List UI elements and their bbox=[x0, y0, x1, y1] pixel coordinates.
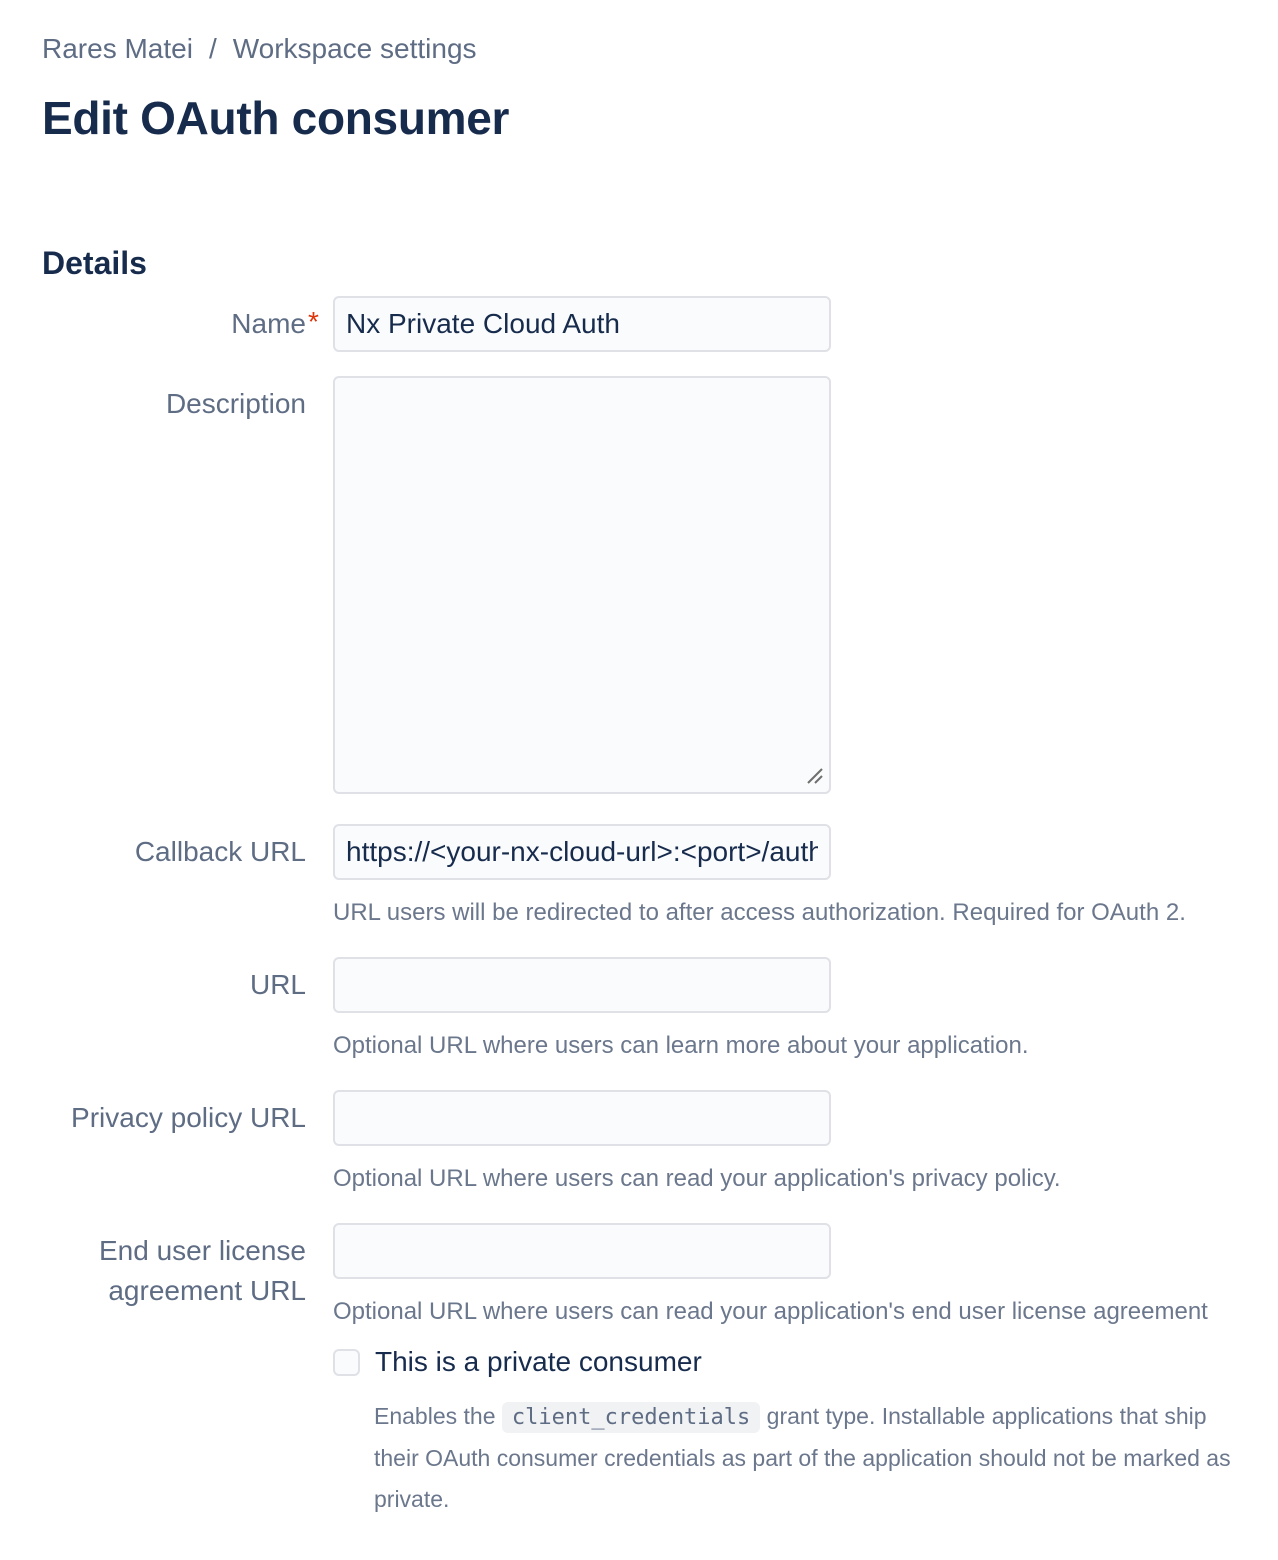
privacy-policy-url-label-column bbox=[42, 1090, 306, 1193]
private-consumer-helper-text bbox=[374, 1396, 1236, 1520]
description-label: Description bbox=[165, 388, 306, 419]
name-input[interactable] bbox=[333, 296, 831, 352]
callback-url-input[interactable] bbox=[333, 824, 831, 880]
private-consumer-row bbox=[333, 1342, 1236, 1382]
name-field-row bbox=[42, 296, 1236, 352]
callback-url-helper-text: URL users will be redirected to after access authorization. Required for OAuth 2. bbox=[333, 899, 1186, 926]
breadcrumb-separator: / bbox=[208, 33, 217, 64]
privacy-policy-url-input[interactable] bbox=[333, 1090, 831, 1146]
helper-text-after-code: grant type. Installable applications that ship their OAuth consumer credentials as part of the application should not be marked as private. bbox=[374, 1403, 1231, 1512]
breadcrumb-workspace-link[interactable]: Rares Matei bbox=[42, 33, 193, 64]
callback-url-label-column bbox=[42, 824, 306, 927]
callback-url-label: Callback URL bbox=[134, 836, 306, 867]
url-input[interactable] bbox=[333, 957, 831, 1013]
privacy-policy-url-label: Privacy policy URL bbox=[71, 1102, 306, 1133]
breadcrumb bbox=[42, 32, 1236, 66]
private-consumer-checkbox[interactable] bbox=[333, 1349, 360, 1376]
eula-url-field-row bbox=[42, 1223, 1236, 1326]
url-label-column bbox=[42, 957, 306, 1060]
url-label: URL bbox=[249, 969, 306, 1000]
breadcrumb-workspace-settings-link[interactable]: Workspace settings bbox=[232, 33, 477, 64]
description-field-row bbox=[42, 376, 1236, 794]
name-label bbox=[231, 306, 319, 339]
oauth-consumer-form bbox=[42, 296, 1236, 1520]
details-section-heading: Details bbox=[42, 245, 147, 281]
privacy-policy-url-helper-text: Optional URL where users can read your application's privacy policy. bbox=[333, 1165, 1061, 1192]
description-textarea-wrap bbox=[333, 376, 831, 794]
description-label-column bbox=[42, 376, 306, 794]
eula-url-helper-text: Optional URL where users can read your application's end user license agreement bbox=[333, 1298, 1208, 1325]
helper-text-before-code: Enables the bbox=[374, 1403, 502, 1429]
private-consumer-checkbox-label[interactable]: This is a private consumer bbox=[375, 1346, 702, 1377]
url-helper-text: Optional URL where users can learn more about your application. bbox=[333, 1032, 1029, 1059]
eula-url-input[interactable] bbox=[333, 1223, 831, 1279]
eula-url-label: End user license agreement URL bbox=[98, 1235, 306, 1306]
name-label-text: Name bbox=[231, 308, 306, 339]
callback-url-field-row bbox=[42, 824, 1236, 927]
description-textarea[interactable] bbox=[333, 376, 831, 794]
url-field-row bbox=[42, 957, 1236, 1060]
eula-url-label-column bbox=[42, 1223, 306, 1326]
privacy-policy-url-field-row bbox=[42, 1090, 1236, 1193]
textarea-resize-handle-icon[interactable] bbox=[804, 765, 824, 785]
client-credentials-code-chip: client_credentials bbox=[502, 1402, 760, 1433]
required-asterisk: * bbox=[308, 306, 319, 337]
page-title: Edit OAuth consumer bbox=[42, 92, 510, 144]
name-label-column bbox=[42, 296, 319, 352]
